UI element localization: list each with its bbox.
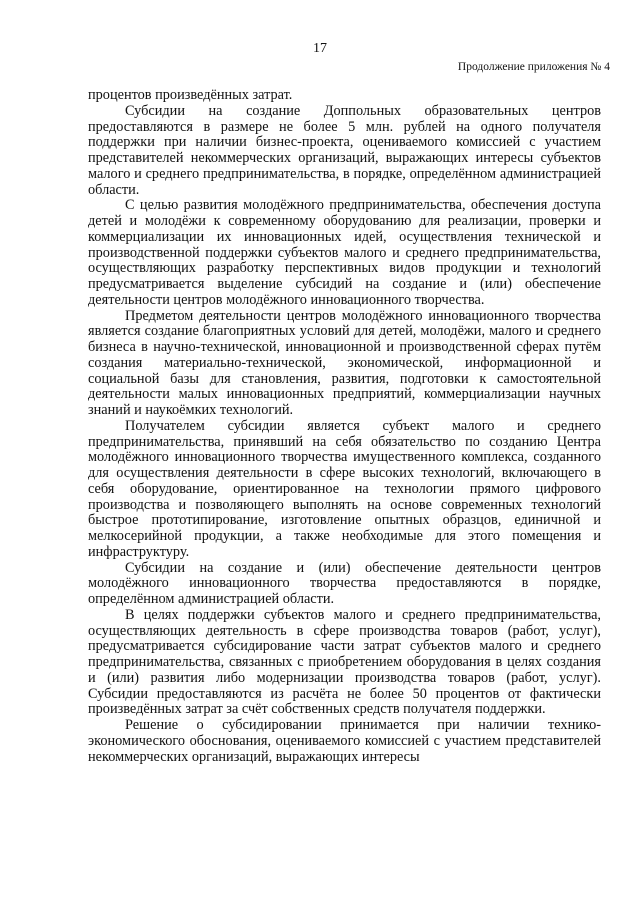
paragraph-7: В целях поддержки субъектов малого и среднего предпринимательства, осуществляющих деятельность в сфере производства товаров (работ, услуг), предусматривается субсидирование части затрат субъектов малого и среднего предпринимательства, связанных с приобретением оборудования в целях создания и (или) развития либо модернизации производства товаров (работ, услуг). Субсидии предоставляются из расчёта не более 50 процентов от фактически произведённых затрат за счёт собственных средств получателя поддержки. <box>88 606 601 718</box>
document-body <box>88 88 601 765</box>
paragraph-3: С целью развития молодёжного предпринимательства, обеспечения доступа детей и молодёжи к современному оборудованию для реализации, проверки и коммерциализации их инновационных идей, осуществления технической и производственной поддержки субъектов малого и среднего предпринимательства, осуществляющих разработку перспективных видов продукции и технологий предусматривается выделение субсидий на создание и (или) обеспечение деятельности центров молодёжного инновационного творчества. <box>88 197 601 308</box>
page-number: 17 <box>313 41 327 56</box>
paragraph-1: процентов произведённых затрат. <box>88 87 293 103</box>
paragraph-2: Субсидии на создание Доппольных образовательных центров предоставляются в размере не более 5 млн. рублей на одного получателя поддержки при наличии бизнес-проекта, оцениваемого комиссией с участием представителей некоммерческих организаций, выражающих интересы субъектов малого и среднего предпринимательства, в порядке, определённом администрацией области. <box>88 102 601 198</box>
appendix-continuation-note: Продолжение приложения № 4 <box>457 61 610 73</box>
paragraph-4: Предметом деятельности центров молодёжного инновационного творчества является создание благоприятных условий для детей, молодёжи, малого и среднего бизнеса в научно-технической, инновационной и производственной сферах путём создания материально-технической, экономической, информационной и социальной базы для становления, развития, подготовки к самостоятельной деятельности малых инновационных предприятий, коммерциализации научных знаний и наукоёмких технологий. <box>88 307 601 418</box>
paragraph-6: Субсидии на создание и (или) обеспечение деятельности центров молодёжного инновационного творчества предоставляются в порядке, определённом администрацией области. <box>88 559 601 607</box>
paragraph-8: Решение о субсидировании принимается при наличии технико-экономического обоснования, оцениваемого комиссией с участием представителей некоммерческих организаций, выражающих интересы <box>88 717 601 765</box>
paragraph-5: Получателем субсидии является субъект малого и среднего предпринимательства, принявший на себя обязательство по созданию Центра молодёжного инновационного творчества имущественного комплекса, созданного для осуществления деятельности в сфере высоких технологий, включающего в себя оборудование, ориентированное на технологии прямого цифрового производства и позволяющего выполнять на основе современных технологий быстрое прототипирование, изготовление опытных образцов, единичной и мелкосерийной продукции, а также необходимые для этого помещения и инфраструктуру. <box>88 417 601 560</box>
